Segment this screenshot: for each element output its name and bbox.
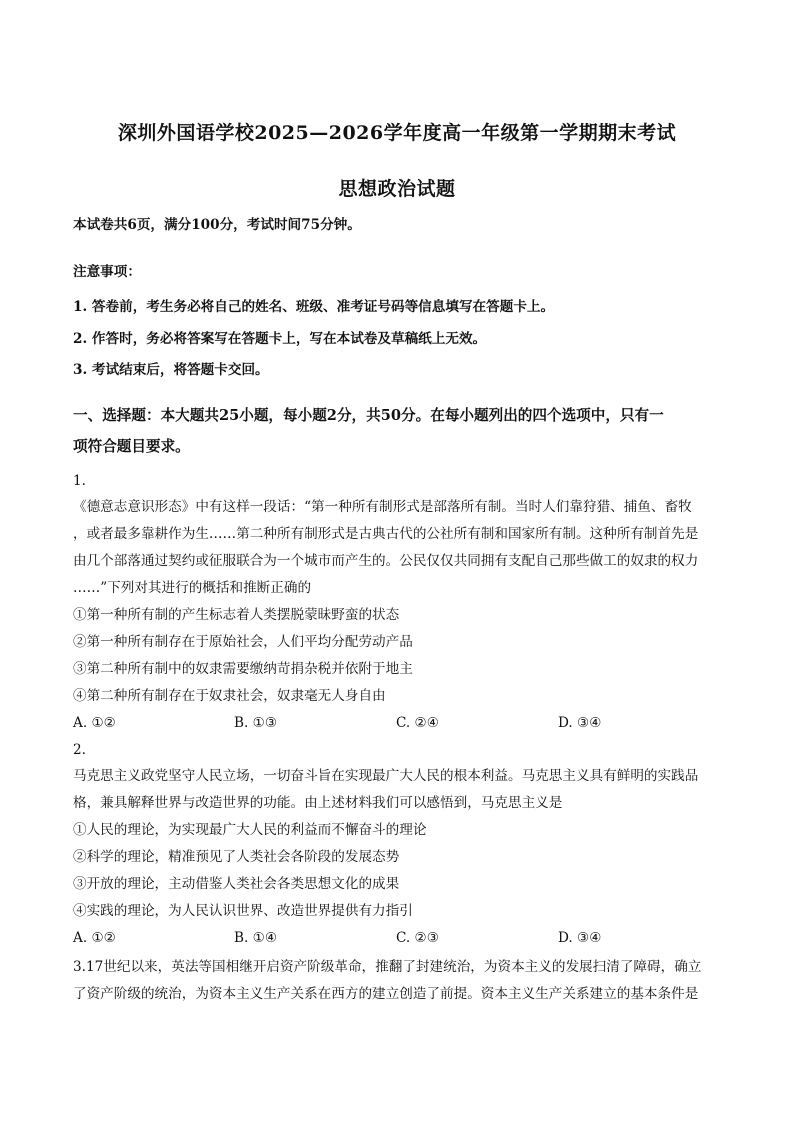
- option-d: D. ③④: [558, 715, 602, 731]
- question-stem-line: 马克思主义政党坚守人民立场，一切奋斗旨在实现最广大人民的根本利益。马克思主义具有鲜明的实践品: [73, 768, 699, 784]
- notice-item: 1. 答卷前，考生务必将自己的姓名、班级、准考证号码等信息填写在答题卡上。: [73, 299, 555, 315]
- question-stem-line: 3.17世纪以来，英法等国相继开启资产阶级革命，推翻了封建统治，为资本主义的发展扫清了障碍，确立: [73, 959, 702, 975]
- option-c: C. ②④: [396, 715, 439, 731]
- notice-item: 3. 考试结束后，将答题卡交回。: [73, 362, 269, 378]
- question-stem-line: ，或者最多靠耕作为生……第二种所有制形式是古典古代的公社所有制和国家所有制。这种所有制首先是: [73, 526, 699, 542]
- question-statement: ②第一种所有制存在于原始社会，人们平均分配劳动产品: [73, 634, 413, 650]
- question-stem-line: 《德意志意识形态》中有这样一段话：“第一种所有制形式是部落所有制。当时人们靠狩猎、捕鱼、畜牧: [73, 499, 692, 515]
- option-a: A. ①②: [73, 930, 116, 946]
- question-statement: ④实践的理论，为人民认识世界、改造世界提供有力指引: [73, 903, 413, 919]
- question-statement: ③开放的理论，主动借鉴人类社会各类思想文化的成果: [73, 876, 400, 892]
- question-stem-line: 格，兼具解释世界与改造世界的功能。由上述材料我们可以感悟到，马克思主义是: [73, 795, 563, 811]
- exam-title: 深圳外国语学校2025—2026学年度高一年级第一学期期末考试: [117, 122, 677, 144]
- question-statement: ①第一种所有制的产生标志着人类摆脱蒙昧野蛮的状态: [73, 607, 400, 623]
- question-stem-line: 由几个部落通过契约或征服联合为一个城市而产生的。公民仅仅共同拥有支配自己那些做工的奴隶的权力: [73, 553, 699, 569]
- question-stem-line: 了资产阶级的统治，为资本主义生产关系在西方的建立创造了前提。资本主义生产关系建立的基本条件是: [73, 986, 699, 1002]
- question-statement: ④第二种所有制存在于奴隶社会，奴隶毫无人身自由: [73, 688, 386, 704]
- question-statement: ③第二种所有制中的奴隶需要缴纳苛捐杂税并依附于地主: [73, 661, 413, 677]
- question-stem-line: ……”下列对其进行的概括和推断正确的: [73, 580, 312, 596]
- section-heading: 一、选择题：本大题共25小题，每小题2分，共50分。在每小题列出的四个选项中，只有一: [73, 407, 664, 424]
- question-number: 1.: [73, 473, 86, 489]
- option-b: B. ①③: [234, 715, 278, 731]
- option-d: D. ③④: [558, 930, 602, 946]
- exam-subtitle: 思想政治试题: [338, 178, 456, 200]
- question-statement: ②科学的理论，精准预见了人类社会各阶段的发展态势: [73, 849, 400, 865]
- section-heading-cont: 项符合题目要求。: [73, 438, 190, 455]
- option-a: A. ①②: [73, 715, 116, 731]
- exam-info: 本试卷共6页，满分100分，考试时间75分钟。: [73, 217, 361, 233]
- option-c: C. ②③: [396, 930, 439, 946]
- notice-heading: 注意事项：: [73, 264, 141, 280]
- question-statement: ①人民的理论，为实现最广大人民的利益而不懈奋斗的理论: [73, 822, 427, 838]
- option-b: B. ①④: [234, 930, 278, 946]
- question-number: 2.: [73, 742, 86, 758]
- notice-item: 2. 作答时，务必将答案写在答题卡上，写在本试卷及草稿纸上无效。: [73, 331, 487, 347]
